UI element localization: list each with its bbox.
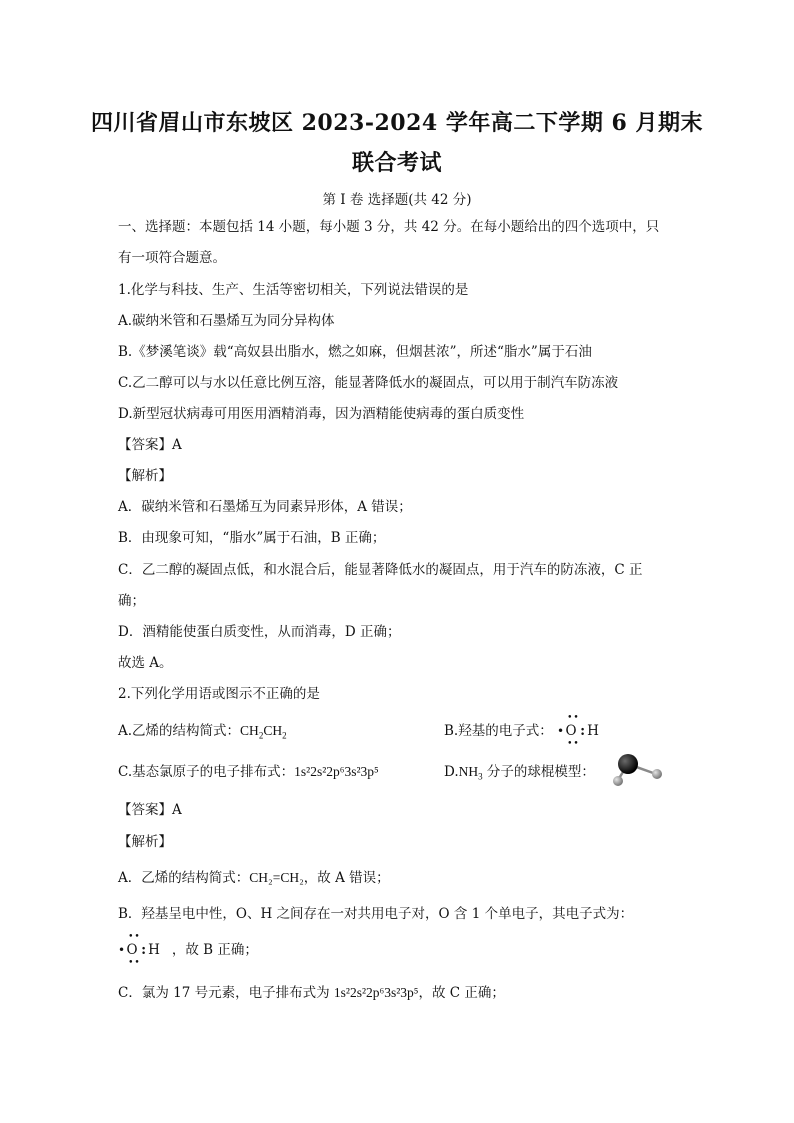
lone-electron-dot: •	[557, 724, 565, 738]
formula-subscript: 2	[258, 730, 264, 741]
q2-explain-b-line1: B．羟基呈电中性，O、H 之间存在一对共用电子对，O 含 1 个单电子，其电子式为：	[118, 906, 634, 922]
q2-option-a	[118, 722, 287, 740]
q1-explain-a: A．碳纳米管和石墨烯互为同素异形体，A 错误；	[118, 499, 412, 515]
q2-option-c-formula: 1s²2s²2p⁶3s²3p⁵	[294, 764, 379, 779]
q1-explain-d: D．酒精能使蛋白质变性，从而消毒，D 正确；	[118, 624, 401, 640]
instructions-line2: 有一项符合题意。	[118, 250, 226, 266]
q1-stem: 1.化学与科技、生产、生活等密切相关，下列说法错误的是	[118, 282, 469, 298]
lone-pair-top: ••	[567, 713, 580, 723]
q1-option-b: B.《梦溪笔谈》载“高奴县出脂水，燃之如麻，但烟甚浓”，所述“脂水”属于石油	[118, 344, 592, 360]
q2-answer: 【答案】A	[118, 802, 182, 818]
hydrogen-atom-ball	[613, 776, 623, 786]
q2-option-b	[444, 713, 599, 749]
q2-explain-a-text: A．乙烯的结构简式：	[118, 870, 250, 886]
q1-explain-c-line1: C．乙二醇的凝固点低，和水混合后，能显著降低水的凝固点，用于汽车的防冻液，C 正	[118, 562, 643, 578]
q2-explain-b-tail: ，故 B 正确；	[171, 942, 258, 958]
lone-pair-top: ••	[128, 932, 141, 942]
q2-option-d	[444, 763, 595, 781]
chlorine-config-formula: 1s²2s²2p⁶3s²3p⁵	[333, 985, 419, 1000]
q1-explain-b: B．由现象可知，“脂水”属于石油，B 正确；	[118, 530, 386, 546]
hydrogen-symbol: H	[587, 723, 599, 739]
central-atom-ball	[618, 754, 638, 774]
q2-option-a-formula	[240, 723, 287, 741]
formula-subscript: 2	[282, 730, 287, 741]
q2-explain-c-tail: ，故 C 正确；	[418, 985, 505, 1001]
q1-option-a: A.碳纳米管和石墨烯互为同分异构体	[118, 313, 335, 329]
formula-part: CH	[263, 723, 283, 738]
q2-stem: 2.下列化学用语或图示不正确的是	[118, 686, 320, 702]
q2-option-c	[118, 763, 379, 781]
hydroxyl-oxygen	[564, 713, 580, 749]
lone-pair-bottom: ••	[128, 958, 141, 968]
q2-analysis-label: 【解析】	[118, 834, 172, 850]
instructions-line1: 一、选择题：本题包括 14 小题，每小题 3 分，共 42 分。在每小题给出的四个选项中，只	[118, 219, 660, 235]
lone-pair-bottom: ••	[567, 739, 580, 749]
document-title-line1: 四川省眉山市东坡区 2023-2024 学年高二下学期 6 月期末	[90, 110, 704, 136]
q1-option-c: C.乙二醇可以与水以任意比例互溶，能显著降低水的凝固点，可以用于制汽车防冻液	[118, 375, 619, 391]
shared-electron-pair: :	[580, 723, 586, 739]
q2-explain-c	[118, 984, 505, 1002]
q2-explain-c-text: C．氯为 17 号元素，电子排布式为	[118, 985, 334, 1001]
ethylene-formula: CH₂=CH₂	[249, 870, 304, 885]
formula-subscript: 3	[478, 771, 483, 782]
q2-explain-b-line2	[118, 932, 258, 968]
q2-option-d-prefix: D.	[444, 764, 459, 780]
section-header: 第 I 卷 选择题(共 42 分)	[322, 192, 472, 208]
q2-explain-a	[118, 869, 390, 887]
q2-option-b-label: B.羟基的电子式：	[444, 723, 553, 739]
hydrogen-symbol: H	[148, 942, 160, 958]
oxygen-symbol: O	[126, 942, 138, 958]
nh3-formula	[458, 764, 483, 782]
formula-part: CH	[240, 723, 259, 738]
q2-explain-a-tail: ，故 A 错误；	[303, 870, 390, 886]
q1-conclusion: 故选 A。	[118, 655, 173, 671]
oxygen-symbol: O	[565, 723, 577, 739]
q2-option-d-label: 分子的球棍模型：	[482, 764, 595, 780]
hydrogen-atom-ball	[652, 769, 662, 779]
q1-analysis-label: 【解析】	[118, 468, 172, 484]
q2-option-c-label: C.基态氯原子的电子排布式：	[118, 764, 295, 780]
lone-electron-dot: •	[118, 943, 126, 957]
formula-part: NH	[458, 764, 479, 779]
document-title-line2: 联合考试	[351, 150, 442, 176]
shared-electron-pair: :	[141, 942, 147, 958]
q1-answer: 【答案】A	[118, 437, 182, 453]
q1-explain-c-line2: 确；	[118, 593, 145, 609]
q1-option-d: D.新型冠状病毒可用医用酒精消毒，因为酒精能使病毒的蛋白质变性	[118, 406, 525, 422]
q2-option-a-label: A.乙烯的结构简式：	[118, 723, 241, 739]
hydroxyl-oxygen	[125, 932, 141, 968]
ball-and-stick-model-image	[600, 752, 668, 788]
